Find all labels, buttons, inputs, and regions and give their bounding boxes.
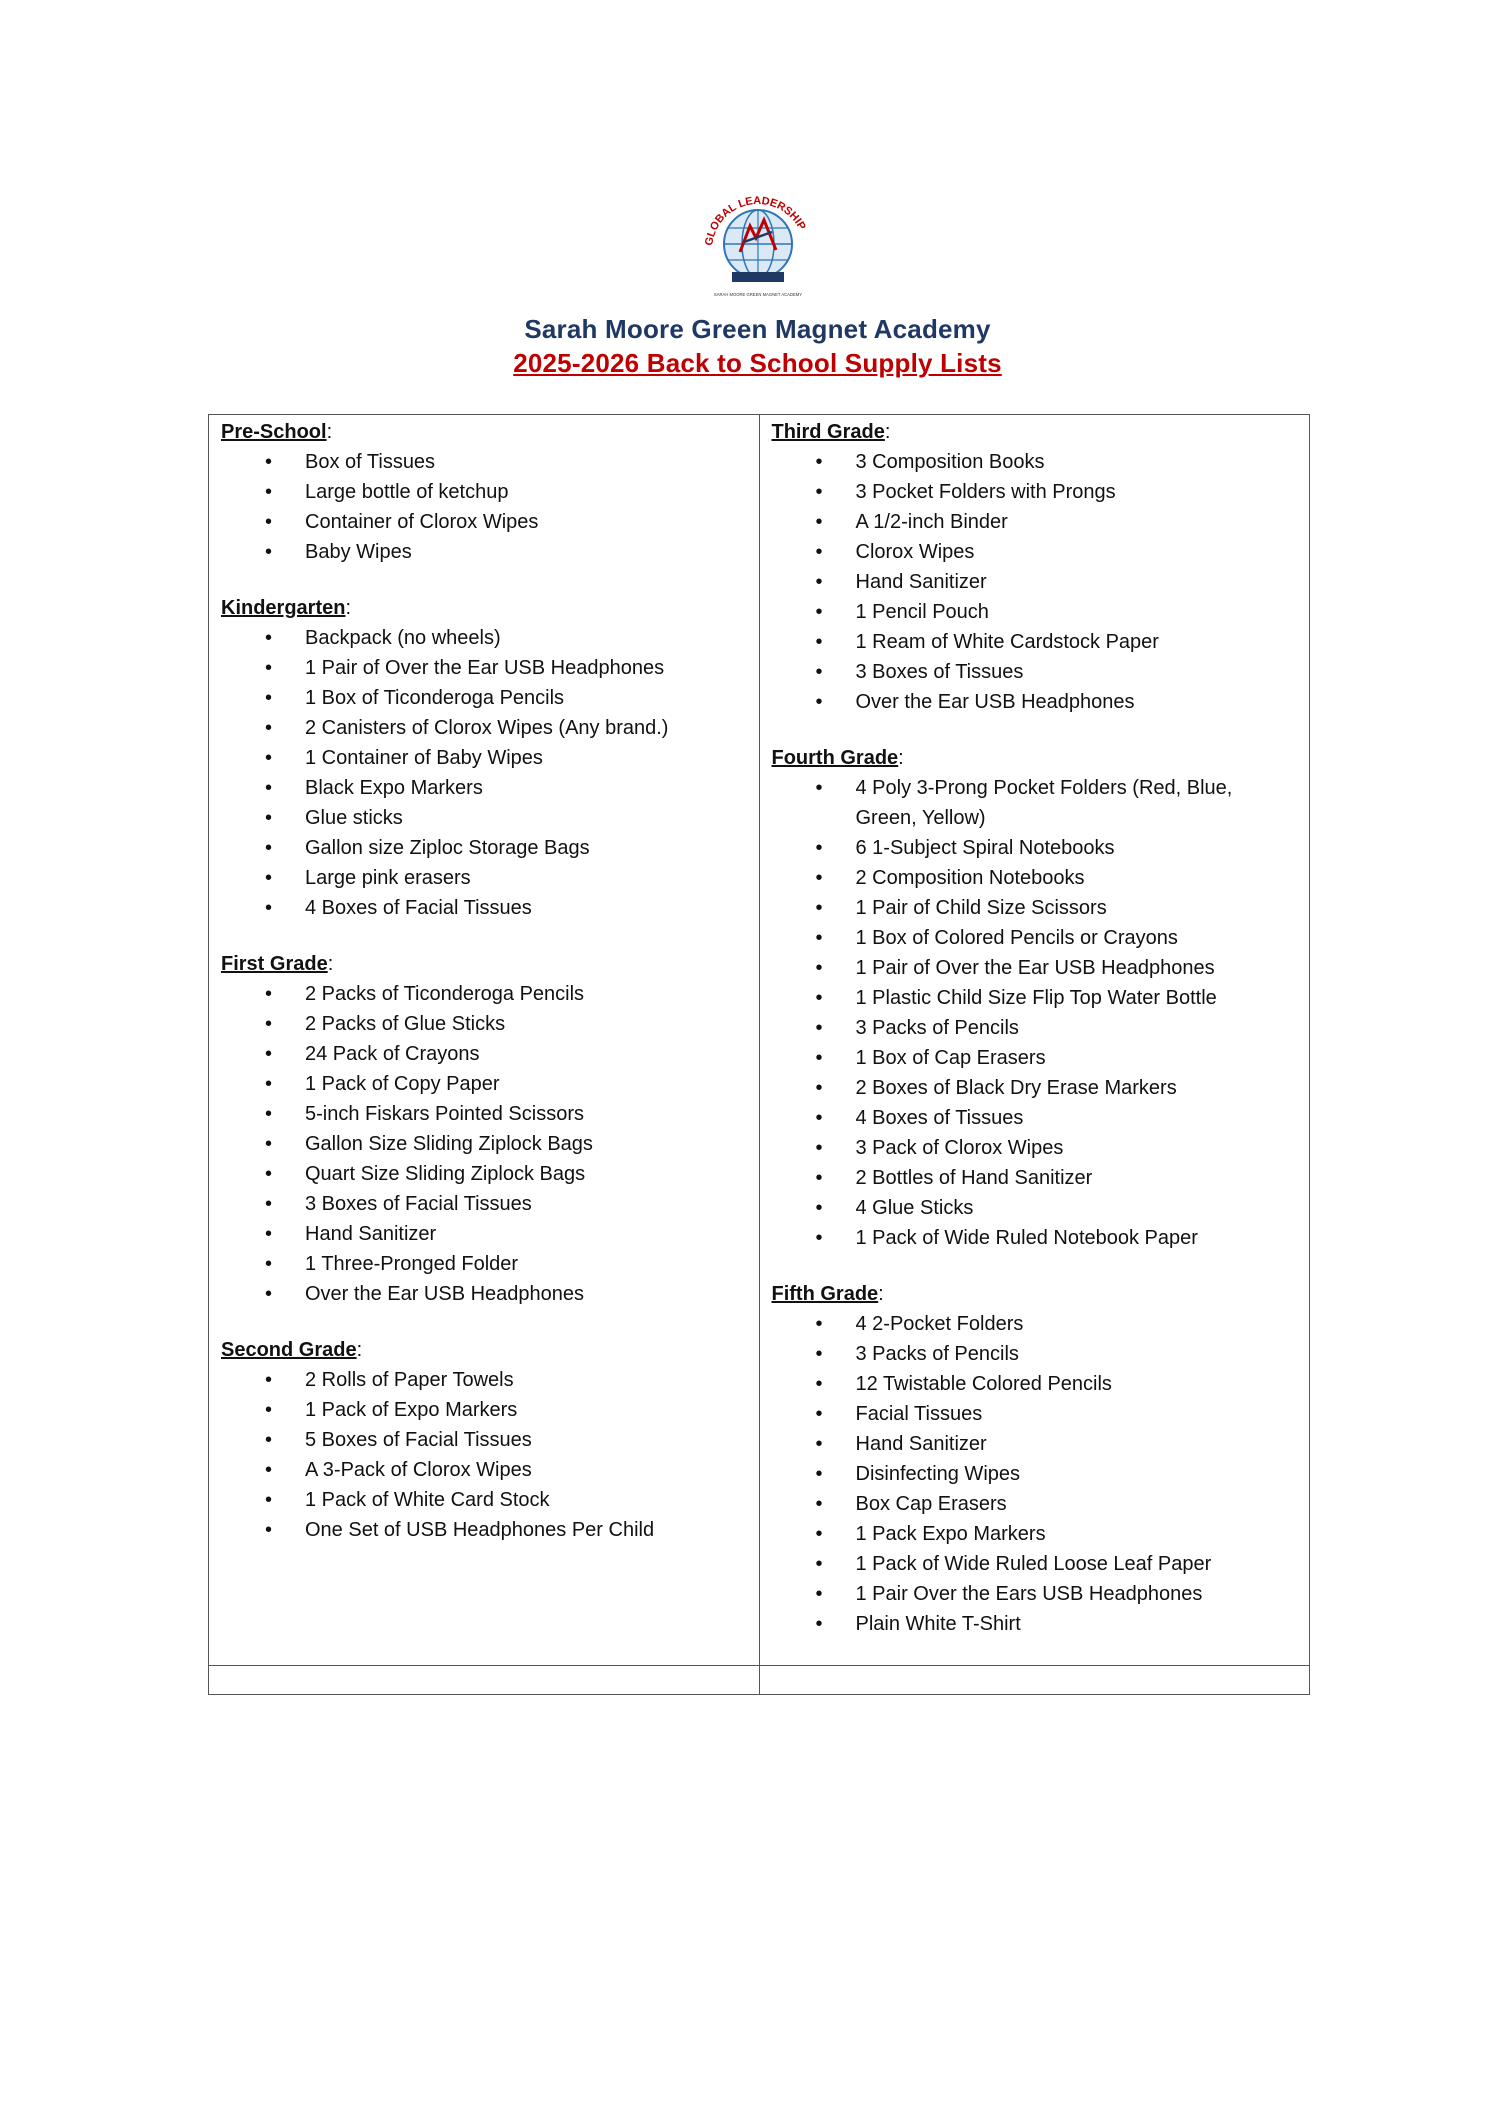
right-column	[759, 415, 1310, 1666]
grade-heading-label: Third Grade	[771, 421, 885, 443]
bullet-icon: •	[815, 1167, 823, 1189]
supply-item	[221, 773, 747, 803]
supply-item-text: 4 Glue Sticks	[855, 1197, 974, 1219]
supply-item	[772, 863, 1298, 893]
grade-heading-colon: :	[356, 1339, 363, 1361]
supply-item-text: 2 Packs of Glue Sticks	[305, 1013, 506, 1035]
supply-item-text: 3 Pack of Clorox Wipes	[855, 1137, 1064, 1159]
bullet-icon: •	[265, 1429, 273, 1451]
supply-item	[772, 1519, 1298, 1549]
bullet-icon: •	[815, 837, 823, 859]
supply-item-text: Plain White T-Shirt	[855, 1613, 1021, 1635]
bullet-icon: •	[815, 1107, 823, 1129]
bullet-icon: •	[265, 1043, 273, 1065]
grade-section-first-grade	[221, 949, 747, 1309]
supply-item	[772, 567, 1298, 597]
supply-item	[772, 1223, 1298, 1253]
grade-heading-colon: :	[898, 747, 904, 769]
grade-section-second-grade	[221, 1335, 747, 1545]
grade-section-third-grade	[772, 417, 1298, 717]
logo-arc-text: GLOBAL LEADERSHIP	[703, 194, 808, 247]
supply-item-text: A 1/2-inch Binder	[855, 511, 1008, 533]
grade-heading-label: Second Grade	[221, 1339, 357, 1361]
bullet-icon: •	[265, 687, 273, 709]
supply-item-text: Facial Tissues	[855, 1403, 983, 1425]
supply-item	[772, 773, 1298, 833]
supply-item	[772, 627, 1298, 657]
supply-item-text: 1 Pair of Child Size Scissors	[855, 897, 1107, 919]
bullet-icon: •	[815, 1373, 823, 1395]
supply-item	[772, 1489, 1298, 1519]
bullet-icon: •	[815, 1463, 823, 1485]
bullet-icon: •	[265, 541, 273, 563]
supply-item	[221, 1515, 747, 1545]
bullet-icon: •	[265, 627, 273, 649]
supply-item	[221, 1159, 747, 1189]
bullet-icon: •	[265, 1073, 273, 1095]
supply-item-text: Container of Clorox Wipes	[305, 511, 539, 533]
bullet-icon: •	[815, 1433, 823, 1455]
bullet-icon: •	[815, 1493, 823, 1515]
supply-item	[221, 1249, 747, 1279]
bullet-icon: •	[815, 897, 823, 919]
bullet-icon: •	[265, 511, 273, 533]
grade-heading	[772, 1279, 1298, 1309]
supply-item-text: Gallon size Ziploc Storage Bags	[305, 837, 590, 859]
supply-item-text: 1 Pair Over the Ears USB Headphones	[855, 1583, 1203, 1605]
supply-item-text: 2 Composition Notebooks	[855, 867, 1085, 889]
grade-heading-label: Fourth Grade	[771, 747, 899, 769]
supply-item-text: 1 Pair of Over the Ear USB Headphones	[855, 957, 1215, 979]
bullet-icon: •	[265, 867, 273, 889]
grade-heading-colon: :	[884, 421, 891, 443]
supply-item	[772, 893, 1298, 923]
supply-item-text: 1 Plastic Child Size Flip Top Water Bottle	[855, 987, 1217, 1009]
supply-item	[772, 477, 1298, 507]
supply-item-text: 1 Pack of White Card Stock	[305, 1489, 550, 1511]
supply-item-text: Gallon Size Sliding Ziplock Bags	[305, 1133, 593, 1155]
school-logo	[690, 180, 826, 304]
supply-item-text: 1 Box of Colored Pencils or Crayons	[855, 927, 1178, 949]
supply-item-text: Baby Wipes	[305, 541, 412, 563]
supply-item-text: Over the Ear USB Headphones	[855, 691, 1135, 713]
supply-item	[772, 1339, 1298, 1369]
bullet-icon: •	[815, 1197, 823, 1219]
bullet-icon: •	[815, 957, 823, 979]
supply-item	[221, 1365, 747, 1395]
bullet-icon: •	[265, 717, 273, 739]
supply-item-text: Glue sticks	[305, 807, 403, 829]
logo-caption: SARAH MOORE GREEN MAGNET ACADEMY	[713, 292, 803, 297]
school-name: Sarah Moore Green Magnet Academy	[524, 314, 991, 344]
supply-item	[772, 1309, 1298, 1339]
supply-item	[221, 1279, 747, 1309]
supply-item	[221, 537, 747, 567]
supply-item-text: 2 Packs of Ticonderoga Pencils	[305, 983, 585, 1005]
bullet-icon: •	[815, 661, 823, 683]
supply-item-text: 1 Container of Baby Wipes	[305, 747, 543, 769]
supply-row	[209, 415, 1310, 1666]
bullet-icon: •	[265, 1013, 273, 1035]
bullet-icon: •	[815, 541, 823, 563]
supply-item	[221, 623, 747, 653]
supply-item-text: 5 Boxes of Facial Tissues	[305, 1429, 532, 1451]
bullet-icon: •	[815, 1553, 823, 1575]
bullet-icon: •	[815, 927, 823, 949]
supply-item	[221, 477, 747, 507]
supply-list	[221, 1365, 747, 1545]
bullet-icon: •	[815, 1343, 823, 1365]
supply-item	[772, 1369, 1298, 1399]
supply-list	[772, 773, 1298, 1253]
supply-item	[221, 1455, 747, 1485]
bullet-icon: •	[815, 1047, 823, 1069]
grade-heading-label: Kindergarten	[221, 597, 346, 619]
bullet-icon: •	[265, 657, 273, 679]
supply-item	[221, 507, 747, 537]
grade-heading-colon: :	[326, 421, 333, 443]
supply-item	[221, 833, 747, 863]
bullet-icon: •	[815, 481, 823, 503]
empty-cell	[209, 1666, 760, 1695]
supply-item-text: 24 Pack of Crayons	[305, 1043, 480, 1065]
grade-heading-label: Fifth Grade	[771, 1283, 879, 1305]
supply-item-text: 1 Pencil Pouch	[855, 601, 989, 623]
supply-item-text: 2 Bottles of Hand Sanitizer	[855, 1167, 1093, 1189]
supply-item-text: 2 Boxes of Black Dry Erase Markers	[855, 1077, 1177, 1099]
supply-item	[221, 863, 747, 893]
bullet-icon: •	[265, 1133, 273, 1155]
supply-item-text: 1 Pack Expo Markers	[855, 1523, 1046, 1545]
supply-item-text: Hand Sanitizer	[305, 1223, 437, 1245]
supply-item	[221, 1039, 747, 1069]
supply-item	[221, 1219, 747, 1249]
supply-item-text: Box of Tissues	[305, 451, 436, 473]
bullet-icon: •	[265, 1223, 273, 1245]
supply-item	[221, 1189, 747, 1219]
grade-heading	[772, 417, 1298, 447]
bullet-icon: •	[265, 1519, 273, 1541]
supply-item	[221, 447, 747, 477]
supply-item	[772, 1043, 1298, 1073]
supply-item-text: 2 Canisters of Clorox Wipes (Any brand.)	[305, 717, 669, 739]
document-title: 2025-2026 Back to School Supply Lists	[513, 348, 1002, 378]
supply-item-text: 1 Pack of Wide Ruled Loose Leaf Paper	[855, 1553, 1212, 1575]
bullet-icon: •	[815, 571, 823, 593]
grade-heading	[221, 417, 747, 447]
bullet-icon: •	[265, 807, 273, 829]
supply-list	[221, 979, 747, 1309]
bullet-icon: •	[265, 1399, 273, 1421]
supply-item	[221, 653, 747, 683]
supply-item-text: 4 Boxes of Facial Tissues	[305, 897, 532, 919]
bullet-icon: •	[815, 511, 823, 533]
grade-section-fourth-grade	[772, 743, 1298, 1253]
supply-item	[221, 683, 747, 713]
supply-item-text: 3 Pocket Folders with Prongs	[855, 481, 1116, 503]
supply-item	[221, 1425, 747, 1455]
supply-item	[772, 537, 1298, 567]
supply-item-text: Quart Size Sliding Ziplock Bags	[305, 1163, 586, 1185]
bullet-icon: •	[265, 1489, 273, 1511]
supply-item	[772, 1399, 1298, 1429]
bullet-icon: •	[815, 451, 823, 473]
supply-item-text: 3 Packs of Pencils	[855, 1017, 1019, 1039]
grade-heading	[772, 743, 1298, 773]
supply-item-text: 4 Poly 3-Prong Pocket Folders (Red, Blue, Green, Yellow)	[855, 777, 1233, 829]
bullet-icon: •	[265, 1193, 273, 1215]
supply-item-text: 3 Packs of Pencils	[855, 1343, 1019, 1365]
grade-heading-label: First Grade	[221, 953, 328, 975]
supply-item-text: Over the Ear USB Headphones	[305, 1283, 585, 1305]
supply-item-text: One Set of USB Headphones Per Child	[305, 1519, 655, 1541]
supply-item	[772, 1193, 1298, 1223]
supply-item-text: 3 Composition Books	[855, 451, 1045, 473]
supply-item-text: 1 Box of Ticonderoga Pencils	[305, 687, 565, 709]
bullet-icon: •	[815, 1523, 823, 1545]
supply-list	[772, 1309, 1298, 1639]
supply-item	[221, 893, 747, 923]
supply-item	[772, 687, 1298, 717]
document-header	[0, 312, 1500, 380]
supply-item-text: 3 Boxes of Tissues	[855, 661, 1024, 683]
supply-item	[221, 713, 747, 743]
bullet-icon: •	[815, 1403, 823, 1425]
supply-item	[221, 1009, 747, 1039]
supply-item-text: 5-inch Fiskars Pointed Scissors	[305, 1103, 584, 1125]
grade-heading	[221, 949, 747, 979]
supply-item-text: Backpack (no wheels)	[305, 627, 501, 649]
supply-item-text: Hand Sanitizer	[855, 571, 987, 593]
supply-item-text: 3 Boxes of Facial Tissues	[305, 1193, 532, 1215]
supply-item	[221, 803, 747, 833]
supply-item	[772, 1549, 1298, 1579]
supply-item-text: 1 Ream of White Cardstock Paper	[855, 631, 1159, 653]
supply-item-text: 4 Boxes of Tissues	[855, 1107, 1024, 1129]
supply-item	[221, 979, 747, 1009]
supply-list	[221, 447, 747, 567]
bullet-icon: •	[265, 777, 273, 799]
globe-logo-icon	[690, 180, 826, 304]
supply-item-text: 1 Pack of Expo Markers	[305, 1399, 518, 1421]
supply-item	[221, 1069, 747, 1099]
bullet-icon: •	[815, 777, 823, 799]
bullet-icon: •	[815, 1313, 823, 1335]
supply-item	[221, 1485, 747, 1515]
supply-item-text: 6 1-Subject Spiral Notebooks	[855, 837, 1115, 859]
supply-item	[772, 1133, 1298, 1163]
bullet-icon: •	[815, 1583, 823, 1605]
supply-item-text: 1 Three-Pronged Folder	[305, 1253, 519, 1275]
supply-item-text: Large pink erasers	[305, 867, 471, 889]
bullet-icon: •	[265, 481, 273, 503]
bullet-icon: •	[265, 1369, 273, 1391]
grade-heading-colon: :	[878, 1283, 884, 1305]
bullet-icon: •	[265, 837, 273, 859]
bullet-icon: •	[265, 1163, 273, 1185]
bullet-icon: •	[815, 1227, 823, 1249]
supply-item-text: 1 Pair of Over the Ear USB Headphones	[305, 657, 665, 679]
supply-item	[772, 953, 1298, 983]
bullet-icon: •	[815, 1077, 823, 1099]
bullet-icon: •	[815, 987, 823, 1009]
grade-heading	[221, 1335, 747, 1365]
supply-item	[772, 923, 1298, 953]
empty-footer-row	[209, 1666, 1310, 1695]
supply-item	[221, 1129, 747, 1159]
supply-item	[772, 1429, 1298, 1459]
supply-item-text: Box Cap Erasers	[855, 1493, 1007, 1515]
supply-item	[772, 1579, 1298, 1609]
supply-item	[772, 833, 1298, 863]
grade-heading-colon: :	[345, 597, 352, 619]
grade-section-kindergarten	[221, 593, 747, 923]
supply-item	[221, 743, 747, 773]
bullet-icon: •	[265, 1283, 273, 1305]
bullet-icon: •	[815, 1613, 823, 1635]
bullet-icon: •	[265, 451, 273, 473]
left-column	[209, 415, 760, 1666]
grade-section-fifth-grade	[772, 1279, 1298, 1639]
supply-item	[772, 507, 1298, 537]
supply-item-text: 1 Box of Cap Erasers	[855, 1047, 1046, 1069]
supply-item-text: Disinfecting Wipes	[855, 1463, 1021, 1485]
supply-item-text: 1 Pack of Copy Paper	[305, 1073, 500, 1095]
supply-item	[221, 1395, 747, 1425]
grade-heading-colon: :	[327, 953, 334, 975]
supply-item-text: Hand Sanitizer	[855, 1433, 987, 1455]
supply-item-text: 1 Pack of Wide Ruled Notebook Paper	[855, 1227, 1198, 1249]
supply-item	[772, 1459, 1298, 1489]
bullet-icon: •	[815, 601, 823, 623]
supply-item-text: A 3-Pack of Clorox Wipes	[305, 1459, 532, 1481]
empty-cell	[759, 1666, 1310, 1695]
bullet-icon: •	[265, 747, 273, 769]
supply-item	[772, 983, 1298, 1013]
bullet-icon: •	[815, 691, 823, 713]
supply-item	[772, 597, 1298, 627]
bullet-icon: •	[265, 1103, 273, 1125]
supply-item	[772, 1609, 1298, 1639]
supply-item	[772, 1103, 1298, 1133]
supply-item-text: Clorox Wipes	[855, 541, 975, 563]
supply-item	[772, 657, 1298, 687]
bullet-icon: •	[815, 631, 823, 653]
bullet-icon: •	[265, 1253, 273, 1275]
supply-item	[772, 1073, 1298, 1103]
bullet-icon: •	[265, 897, 273, 919]
supply-item-text: 2 Rolls of Paper Towels	[305, 1369, 514, 1391]
bullet-icon: •	[815, 867, 823, 889]
bullet-icon: •	[815, 1017, 823, 1039]
bullet-icon: •	[265, 983, 273, 1005]
supply-item-text: Large bottle of ketchup	[305, 481, 509, 503]
supply-list	[221, 623, 747, 923]
supply-item-text: 12 Twistable Colored Pencils	[855, 1373, 1112, 1395]
supply-item-text: 4 2-Pocket Folders	[855, 1313, 1024, 1335]
bullet-icon: •	[265, 1459, 273, 1481]
supply-list-table	[208, 414, 1310, 1695]
supply-item	[772, 447, 1298, 477]
grade-section-pre-school	[221, 417, 747, 567]
supply-item-text: Black Expo Markers	[305, 777, 483, 799]
grade-heading	[221, 593, 747, 623]
supply-list	[772, 447, 1298, 717]
supply-item	[221, 1099, 747, 1129]
grade-heading-label: Pre-School	[221, 421, 327, 443]
supply-item	[772, 1163, 1298, 1193]
supply-item	[772, 1013, 1298, 1043]
bullet-icon: •	[815, 1137, 823, 1159]
